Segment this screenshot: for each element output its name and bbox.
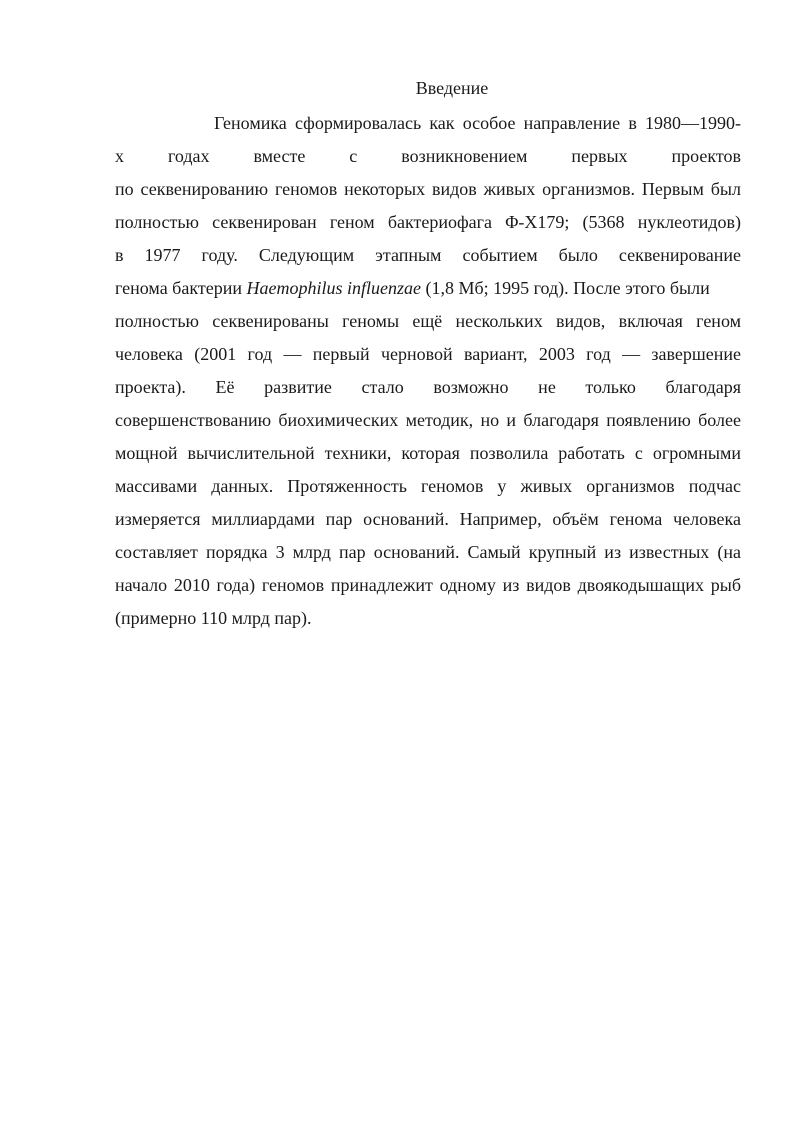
paragraph-line-6 [115,276,741,300]
paragraph-line-6-start: генома бактерии [115,278,242,298]
paragraph-line-16: (примерно 110 млрд пар). [115,608,312,628]
paragraph-line-5: в 1977 году. Следующим этапным событием было секвенирование [115,245,741,265]
paragraph-line-15: начало 2010 года) геномов принадлежит одному из видов двоякодышащих рыб [115,575,741,595]
paragraph-line-9: проекта). Её развитие стало возможно не только благодаря [115,377,741,397]
paragraph-line-2: х годах вместе с возникновением первых проектов [115,146,741,166]
species-name-italic: Haemophilus influenzae [246,278,421,298]
paragraph-line-13: измеряется миллиардами пар оснований. Например, объём генома человека [115,509,741,529]
paragraph-line-3: по секвенированию геномов некоторых видов живых организмов. Первым был [115,179,741,199]
paragraph-line-7: полностью секвенированы геномы ещё нескольких видов, включая геном [115,311,741,331]
paragraph-line-14: составляет порядка 3 млрд пар оснований. Самый крупный из известных (на [115,542,741,562]
paragraph-line-8: человека (2001 год — первый черновой вариант, 2003 год — завершение [115,344,741,364]
paragraph-line-11: мощной вычислительной техники, которая позволила работать с огромными [115,443,741,463]
paragraph-line-6-end: (1,8 Мб; 1995 год). После этого были [425,278,710,298]
paragraph-line-4: полностью секвенирован геном бактериофага Φ-X179; (5368 нуклеотидов) [115,212,741,232]
paragraph-line-1: Геномика сформировалась как особое направление в 1980—1990- [214,113,741,133]
paragraph-line-12: массивами данных. Протяженность геномов у живых организмов подчас [115,476,741,496]
document-title: Введение [415,78,489,98]
paragraph-line-10: совершенствованию биохимических методик, но и благодаря появлению более [115,410,741,430]
